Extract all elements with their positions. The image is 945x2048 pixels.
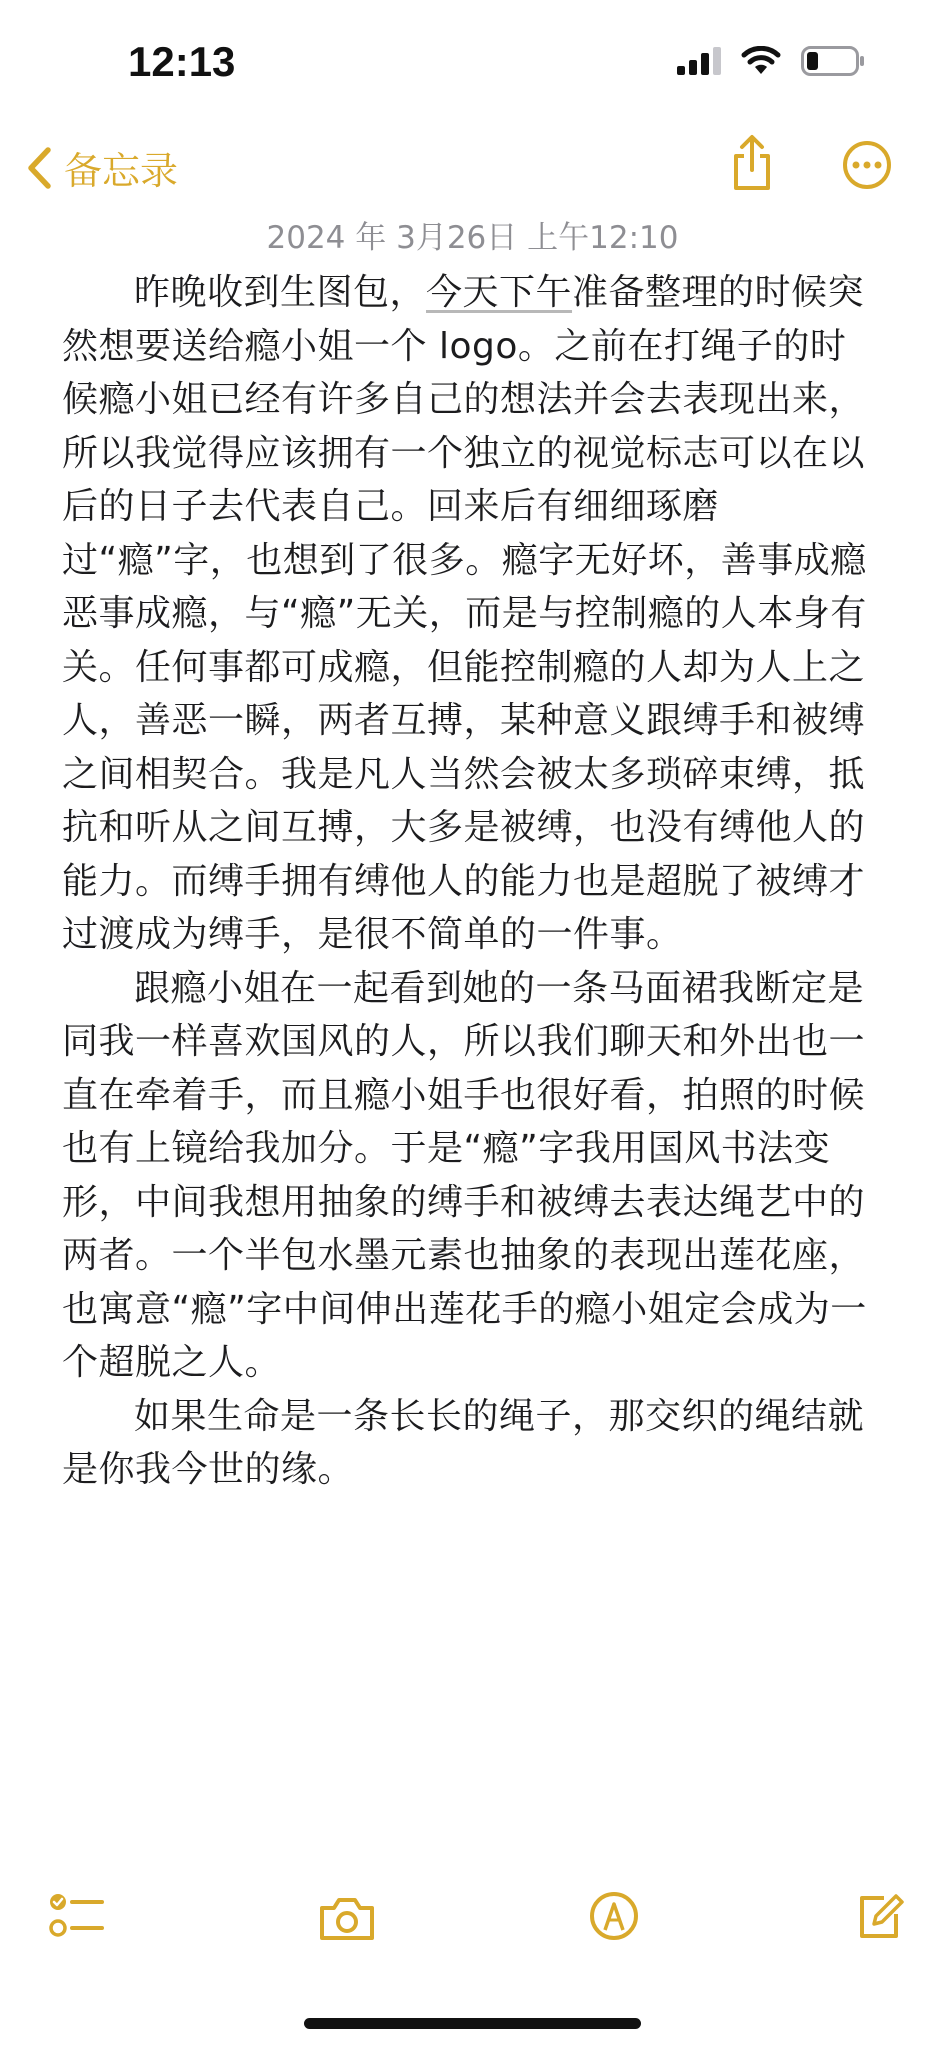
bottom-toolbar: [0, 1890, 945, 1960]
signal-icon: [677, 47, 721, 75]
back-label: 备忘录: [64, 149, 179, 193]
battery-icon: [801, 46, 865, 76]
share-icon[interactable]: [730, 134, 774, 192]
more-icon[interactable]: [842, 140, 892, 190]
home-indicator[interactable]: [304, 2018, 641, 2029]
note-body[interactable]: [62, 266, 882, 1497]
nav-bar: [0, 130, 945, 210]
chevron-left-icon: [26, 146, 52, 190]
note-paragraph-3: 如果生命是一条长长的绳子，那交织的绳结就是你我今世的缘。: [62, 1395, 865, 1490]
status-bar: [0, 0, 945, 120]
note-date: 2024 年 3月26日 上午12:10: [266, 220, 679, 256]
note-paragraph-1: [62, 266, 882, 962]
note-paragraph-2: 跟瘾小姐在一起看到她的一条马面裙我断定是同我一样喜欢国风的人，所以我们聊天和外出也一直在牵着手，而且瘾小姐手也很好看，拍照的时候也有上镜给我加分。于是“瘾”字我用国风书法变形，中间我想用抽象的缚手和被缚去表达绳艺中的两者。一个半包水墨元素也抽象的表现出莲花座，也寓意“瘾”字中间伸出莲花手的瘾小姐定会成为一个超脱之人。: [62, 967, 867, 1383]
status-time: 12:13: [128, 38, 236, 85]
checklist-icon[interactable]: [48, 1890, 106, 1942]
paragraph-1-rest: 准备整理的时候突然想要送给瘾小姐一个 logo。之前在打绳子的时候瘾小姐已经有许多自己的想法并会去表现出来，所以我觉得应该拥有一个独立的视觉标志可以在以后的日子去代表自己。回来后有细细琢磨过“瘾”字，也想到了很多。瘾字无好坏，善事成瘾恶事成瘾，与“瘾”无关，而是与控制瘾的人本身有关。任何事都可成瘾，但能控制瘾的人却为人上之人，善恶一瞬，两者互搏，某种意义跟缚手和被缚之间相契合。我是凡人当然会被太多琐碎束缚，抵抗和听从之间互搏，大多是被缚，也没有缚他人的能力。而缚手拥有缚他人的能力也是超脱了被缚才过渡成为缚手，是很不简单的一件事。: [62, 272, 867, 955]
wifi-icon: [741, 46, 781, 76]
underlined-text: 今天下午: [426, 272, 573, 313]
status-icons: [677, 46, 865, 76]
camera-icon[interactable]: [318, 1896, 376, 1942]
markup-icon[interactable]: [588, 1890, 640, 1942]
paragraph-1-prefix: 昨晚收到生图包，: [134, 272, 427, 313]
compose-icon[interactable]: [854, 1890, 904, 1942]
back-button[interactable]: [26, 140, 178, 195]
